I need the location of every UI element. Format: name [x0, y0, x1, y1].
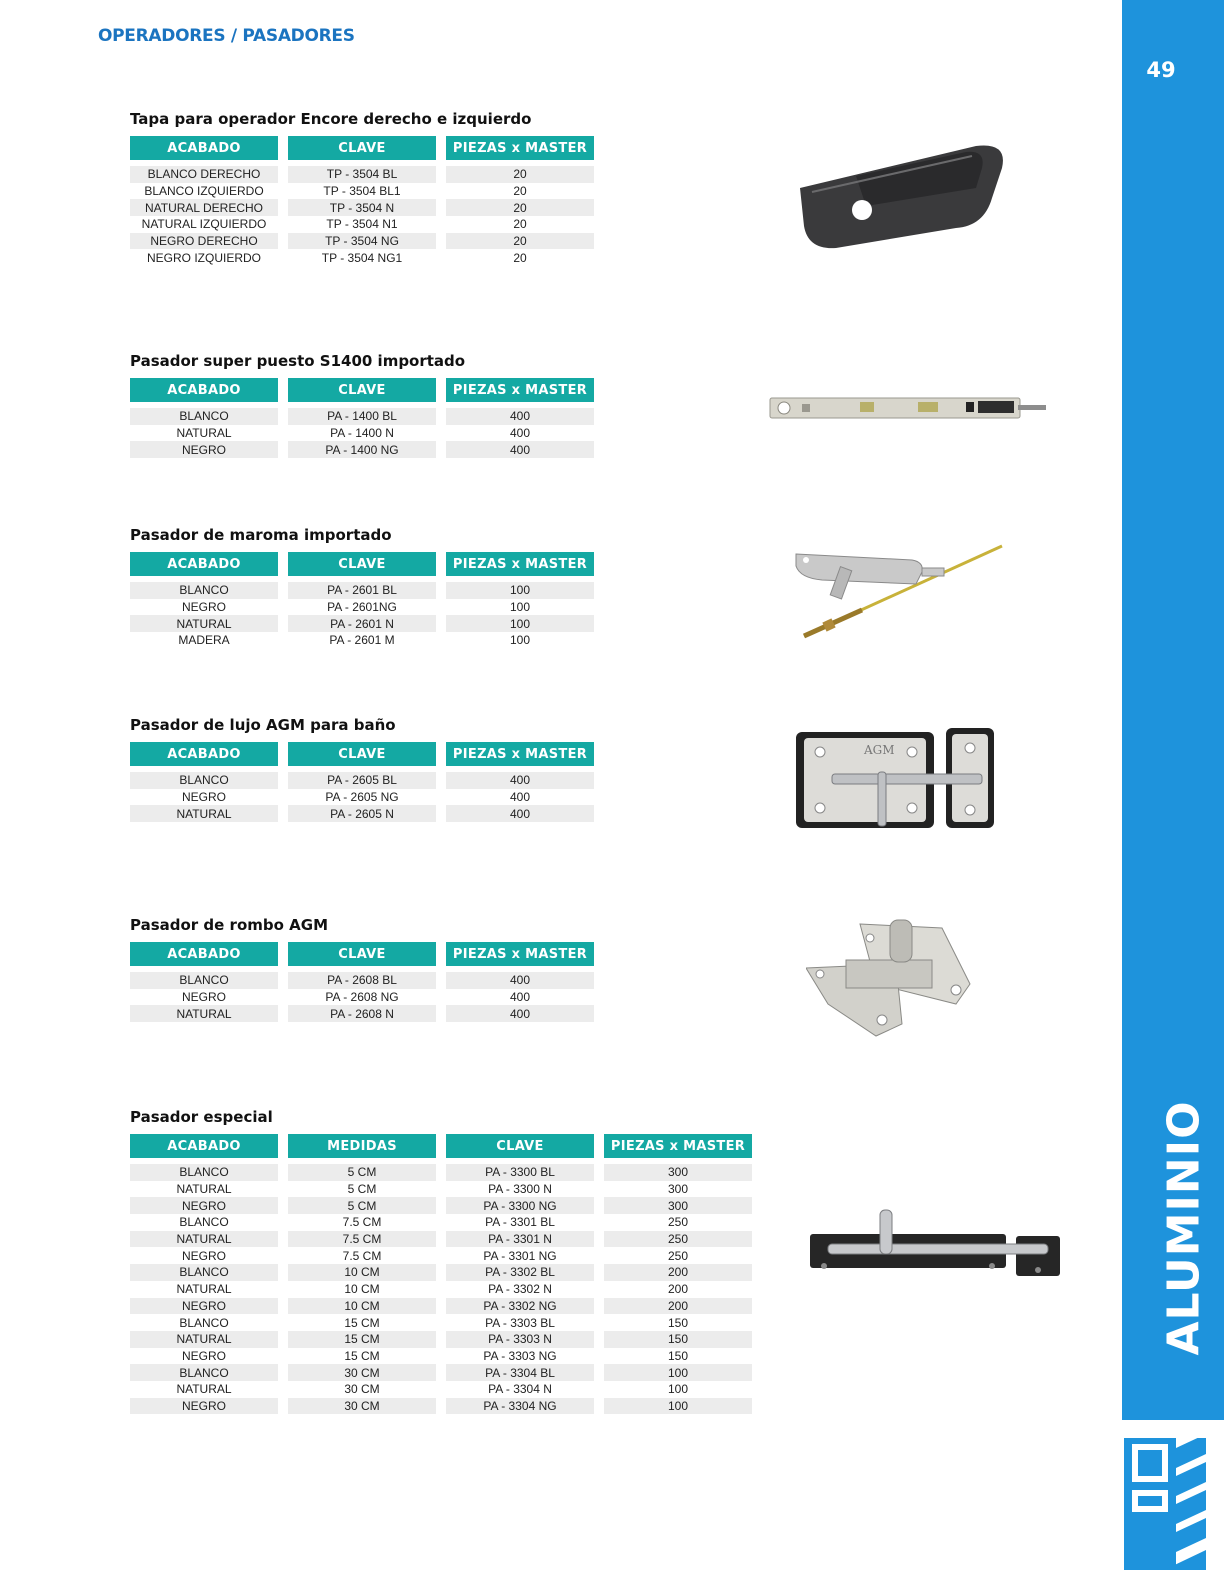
table-cell: 300 [604, 1197, 752, 1214]
column-clave [288, 742, 436, 822]
page-number: 49 [1146, 58, 1176, 82]
table-cell: NATURAL [130, 1181, 278, 1198]
column-header: CLAVE [288, 378, 436, 402]
table-cell: PA - 3303 BL [446, 1314, 594, 1331]
table-cell: NEGRO IZQUIERDO [130, 249, 278, 266]
table-cell: 100 [446, 632, 594, 649]
table-cell: PA - 3301 N [446, 1231, 594, 1248]
table-cell: 30 CM [288, 1364, 436, 1381]
table-cell: BLANCO [130, 1314, 278, 1331]
column-acabado [130, 742, 278, 822]
table-cell: 400 [446, 789, 594, 806]
table-cell: 400 [446, 805, 594, 822]
table-cell: 400 [446, 972, 594, 989]
column-piezas [446, 552, 594, 649]
table-cell: PA - 2605 NG [288, 789, 436, 806]
table-cell: PA - 2605 BL [288, 772, 436, 789]
encore-cover-image [796, 136, 1016, 256]
table-cell: 250 [604, 1214, 752, 1231]
table-cell: PA - 3303 N [446, 1331, 594, 1348]
column-acabado [130, 136, 278, 266]
table-cell: 10 CM [288, 1298, 436, 1315]
table-cell: BLANCO DERECHO [130, 166, 278, 183]
table-cell: PA - 3300 NG [446, 1197, 594, 1214]
table-cell: NEGRO [130, 1348, 278, 1365]
column-piezas [446, 136, 594, 266]
column-header: PIEZAS x MASTER [446, 552, 594, 576]
column-acabado [130, 942, 278, 1022]
table-cell: NATURAL DERECHO [130, 199, 278, 216]
table-cell: NEGRO [130, 599, 278, 616]
table-cell: PA - 2608 NG [288, 989, 436, 1006]
breadcrumb: OPERADORES / PASADORES [98, 26, 355, 46]
column-clave [446, 1134, 594, 1414]
table-cell: 100 [446, 615, 594, 632]
table-cell: NEGRO [130, 989, 278, 1006]
table-cell: NATURAL [130, 1381, 278, 1398]
table-cell: 400 [446, 408, 594, 425]
table-cell: 200 [604, 1281, 752, 1298]
table-cell: NEGRO [130, 1398, 278, 1415]
table-cell: 300 [604, 1181, 752, 1198]
section-title: Pasador de rombo AGM [130, 916, 329, 934]
table-cell: NATURAL IZQUIERDO [130, 216, 278, 233]
table-cell: 7.5 CM [288, 1231, 436, 1248]
table-cell: 20 [446, 166, 594, 183]
product-table [130, 136, 594, 266]
column-piezas [446, 378, 594, 458]
table-cell: NATURAL [130, 1281, 278, 1298]
table-cell: NATURAL [130, 425, 278, 442]
section-pasador-s1400 [130, 352, 594, 458]
section-title: Tapa para operador Encore derecho e izquierdo [130, 110, 532, 128]
column-clave [288, 942, 436, 1022]
column-piezas [446, 942, 594, 1022]
table-cell: TP - 3504 BL1 [288, 183, 436, 200]
table-cell: PA - 3302 NG [446, 1298, 594, 1315]
column-header: PIEZAS x MASTER [446, 378, 594, 402]
table-cell: TP - 3504 N [288, 199, 436, 216]
maroma-bolt-image [792, 540, 1012, 650]
section-title: Pasador super puesto S1400 importado [130, 352, 466, 370]
table-cell: PA - 3301 BL [446, 1214, 594, 1231]
table-cell: 20 [446, 233, 594, 250]
table-cell: 400 [446, 425, 594, 442]
table-cell: TP - 3504 BL [288, 166, 436, 183]
table-cell: 15 CM [288, 1331, 436, 1348]
table-cell: 15 CM [288, 1348, 436, 1365]
table-cell: NATURAL [130, 1331, 278, 1348]
table-cell: 10 CM [288, 1264, 436, 1281]
table-cell: 150 [604, 1348, 752, 1365]
table-cell: 150 [604, 1314, 752, 1331]
table-cell: MADERA [130, 632, 278, 649]
table-cell: PA - 2608 N [288, 1005, 436, 1022]
table-cell: 7.5 CM [288, 1247, 436, 1264]
product-table [130, 552, 594, 649]
table-cell: NEGRO [130, 1247, 278, 1264]
column-piezas [446, 742, 594, 822]
table-cell: 100 [604, 1381, 752, 1398]
column-header: ACABADO [130, 742, 278, 766]
table-cell: PA - 3302 N [446, 1281, 594, 1298]
table-cell: 100 [604, 1364, 752, 1381]
section-tapa-encore [130, 110, 594, 266]
table-cell: 20 [446, 216, 594, 233]
table-cell: BLANCO [130, 582, 278, 599]
table-cell: BLANCO [130, 1364, 278, 1381]
table-cell: BLANCO IZQUIERDO [130, 183, 278, 200]
column-header: CLAVE [288, 942, 436, 966]
table-cell: 250 [604, 1231, 752, 1248]
table-cell: BLANCO [130, 1164, 278, 1181]
table-cell: 250 [604, 1247, 752, 1264]
column-header: PIEZAS x MASTER [604, 1134, 752, 1158]
company-logo-icon [1124, 1438, 1206, 1570]
column-header: PIEZAS x MASTER [446, 742, 594, 766]
table-cell: NEGRO [130, 789, 278, 806]
section-pasador-rombo-agm [130, 916, 594, 1022]
section-title: Pasador de maroma importado [130, 526, 392, 544]
table-cell: PA - 3301 NG [446, 1247, 594, 1264]
table-cell: TP - 3504 N1 [288, 216, 436, 233]
column-header: ACABADO [130, 1134, 278, 1158]
column-clave [288, 136, 436, 266]
table-cell: NATURAL [130, 1231, 278, 1248]
table-cell: NATURAL [130, 805, 278, 822]
table-cell: PA - 2608 BL [288, 972, 436, 989]
section-pasador-maroma [130, 526, 594, 649]
column-piezas [604, 1134, 752, 1414]
column-header: CLAVE [288, 742, 436, 766]
table-cell: PA - 3304 NG [446, 1398, 594, 1415]
table-cell: 400 [446, 772, 594, 789]
table-cell: PA - 2601 M [288, 632, 436, 649]
section-title: Pasador de lujo AGM para baño [130, 716, 396, 734]
table-cell: 15 CM [288, 1314, 436, 1331]
table-cell: PA - 2601NG [288, 599, 436, 616]
table-cell: 10 CM [288, 1281, 436, 1298]
column-header: ACABADO [130, 552, 278, 576]
column-header: CLAVE [446, 1134, 594, 1158]
column-header: MEDIDAS [288, 1134, 436, 1158]
agm-bath-bolt-image [796, 728, 996, 832]
table-cell: BLANCO [130, 1264, 278, 1281]
table-cell: 100 [446, 599, 594, 616]
table-cell: 100 [604, 1398, 752, 1415]
table-cell: PA - 3302 BL [446, 1264, 594, 1281]
s1400-bolt-image [768, 392, 1048, 432]
agm-stamp-text: AGM [864, 743, 895, 757]
table-cell: PA - 3300 N [446, 1181, 594, 1198]
table-cell: PA - 2601 N [288, 615, 436, 632]
table-cell: 20 [446, 199, 594, 216]
table-cell: PA - 1400 N [288, 425, 436, 442]
table-cell: 400 [446, 1005, 594, 1022]
table-cell: PA - 1400 BL [288, 408, 436, 425]
table-cell: PA - 3300 BL [446, 1164, 594, 1181]
table-cell: BLANCO [130, 1214, 278, 1231]
table-cell: 30 CM [288, 1398, 436, 1415]
table-cell: PA - 3304 BL [446, 1364, 594, 1381]
column-header: CLAVE [288, 136, 436, 160]
column-header: ACABADO [130, 942, 278, 966]
rombo-bolt-image [806, 914, 978, 1042]
table-cell: NEGRO DERECHO [130, 233, 278, 250]
table-cell: 150 [604, 1331, 752, 1348]
table-cell: 400 [446, 989, 594, 1006]
section-pasador-lujo-agm [130, 716, 594, 822]
product-table [130, 942, 594, 1022]
column-acabado [130, 1134, 278, 1414]
table-cell: BLANCO [130, 972, 278, 989]
product-table [130, 378, 594, 458]
product-table [130, 742, 594, 822]
table-cell: NEGRO [130, 441, 278, 458]
section-pasador-especial [130, 1108, 752, 1414]
table-cell: 20 [446, 183, 594, 200]
column-acabado [130, 378, 278, 458]
table-cell: 5 CM [288, 1181, 436, 1198]
table-cell: NEGRO [130, 1298, 278, 1315]
table-cell: 400 [446, 441, 594, 458]
special-bolt-image [810, 1206, 1066, 1288]
table-cell: 200 [604, 1264, 752, 1281]
table-cell: 200 [604, 1298, 752, 1315]
table-cell: PA - 3304 N [446, 1381, 594, 1398]
table-cell: 20 [446, 249, 594, 266]
table-cell: PA - 1400 NG [288, 441, 436, 458]
table-cell: 100 [446, 582, 594, 599]
column-clave [288, 552, 436, 649]
table-cell: PA - 2605 N [288, 805, 436, 822]
section-title: Pasador especial [130, 1108, 273, 1126]
product-table [130, 1134, 752, 1414]
column-header: ACABADO [130, 136, 278, 160]
table-cell: NATURAL [130, 615, 278, 632]
table-cell: PA - 2601 BL [288, 582, 436, 599]
column-acabado [130, 552, 278, 649]
table-cell: TP - 3504 NG [288, 233, 436, 250]
side-label: ALUMINIO [1158, 1100, 1210, 1356]
table-cell: TP - 3504 NG1 [288, 249, 436, 266]
table-cell: 5 CM [288, 1197, 436, 1214]
column-clave [288, 378, 436, 458]
column-header: ACABADO [130, 378, 278, 402]
column-header: CLAVE [288, 552, 436, 576]
table-cell: NATURAL [130, 1005, 278, 1022]
table-cell: 300 [604, 1164, 752, 1181]
column-header: PIEZAS x MASTER [446, 942, 594, 966]
table-cell: BLANCO [130, 772, 278, 789]
table-cell: 30 CM [288, 1381, 436, 1398]
column-medidas [288, 1134, 436, 1414]
column-header: PIEZAS x MASTER [446, 136, 594, 160]
table-cell: 7.5 CM [288, 1214, 436, 1231]
table-cell: BLANCO [130, 408, 278, 425]
table-cell: NEGRO [130, 1197, 278, 1214]
table-cell: 5 CM [288, 1164, 436, 1181]
table-cell: PA - 3303 NG [446, 1348, 594, 1365]
